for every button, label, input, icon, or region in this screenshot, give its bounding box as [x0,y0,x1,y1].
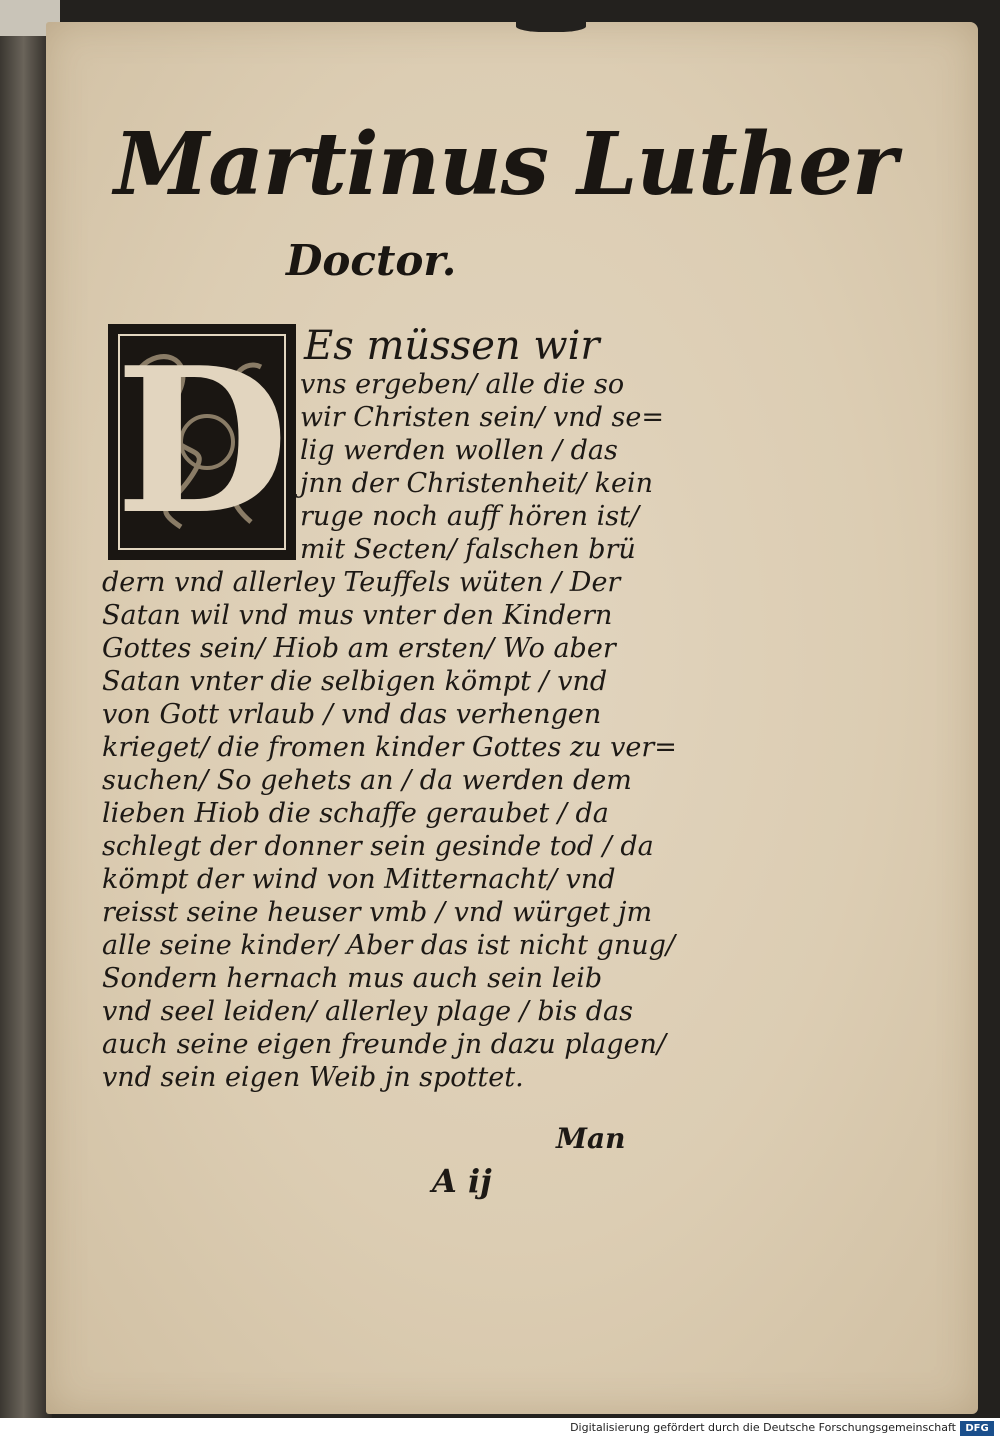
page-title: Martinus Luther [114,114,897,215]
binding-edge [0,0,52,1418]
text-line: dern vnd allerley Teuffels wüten / Der [102,567,621,598]
footer-credit: Digitalisierung gefördert durch die Deutsche Forschungsgemeinschaft [570,1421,956,1434]
signature-mark: A ij [432,1162,492,1200]
page-subtitle: Doctor. [286,236,457,285]
text-line: suchen/ So gehets an / da werden dem [102,765,632,796]
text-line: krieget/ die fromen kinder Gottes zu ver= [102,732,677,763]
text-line: auch seine eigen freunde jn dazu plagen/ [102,1029,667,1060]
text-line: Satan vnter die selbigen kömpt / vnd [102,666,608,697]
text-line: Sondern hernach mus auch sein leib [102,963,603,994]
text-line: von Gott vrlaub / vnd das verhengen [102,699,602,730]
text-line: lieben Hiob die schaffe geraubet / da [102,798,609,829]
text-line: mit Secten/ falschen brü [300,534,636,565]
text-line: kömpt der wind von Mitternacht/ vnd [102,864,616,895]
text-line: lig werden wollen / das [300,435,618,466]
footer-bar [0,1418,1000,1440]
decorated-initial [108,324,296,560]
text-line: vnd seel leiden/ allerley plage / bis das [102,996,633,1027]
dfg-logo: DFG [960,1421,994,1436]
text-line: ruge noch auff hören ist/ [300,501,640,532]
book-page [46,22,978,1414]
text-line: vnd sein eigen Weib jn spottet. [102,1062,524,1093]
text-line: Es müssen wir [304,323,600,369]
page-tear [516,18,586,32]
text-line: vns ergeben/ alle die so [300,369,625,400]
text-line: schlegt der donner sein gesinde tod / da [102,831,654,862]
text-line: wir Christen sein/ vnd se= [300,402,664,433]
text-line: alle seine kinder/ Aber das ist nicht gnug/ [102,930,675,961]
catchword: Man [556,1122,626,1155]
initial-letter: D [115,324,289,559]
text-line: Satan wil vnd mus vnter den Kindern [102,600,613,631]
text-line: Gottes sein/ Hiob am ersten/ Wo aber [102,633,616,664]
text-line: reisst seine heuser vmb / vnd würget jm [102,897,653,928]
text-line: jnn der Christenheit/ kein [300,468,654,499]
